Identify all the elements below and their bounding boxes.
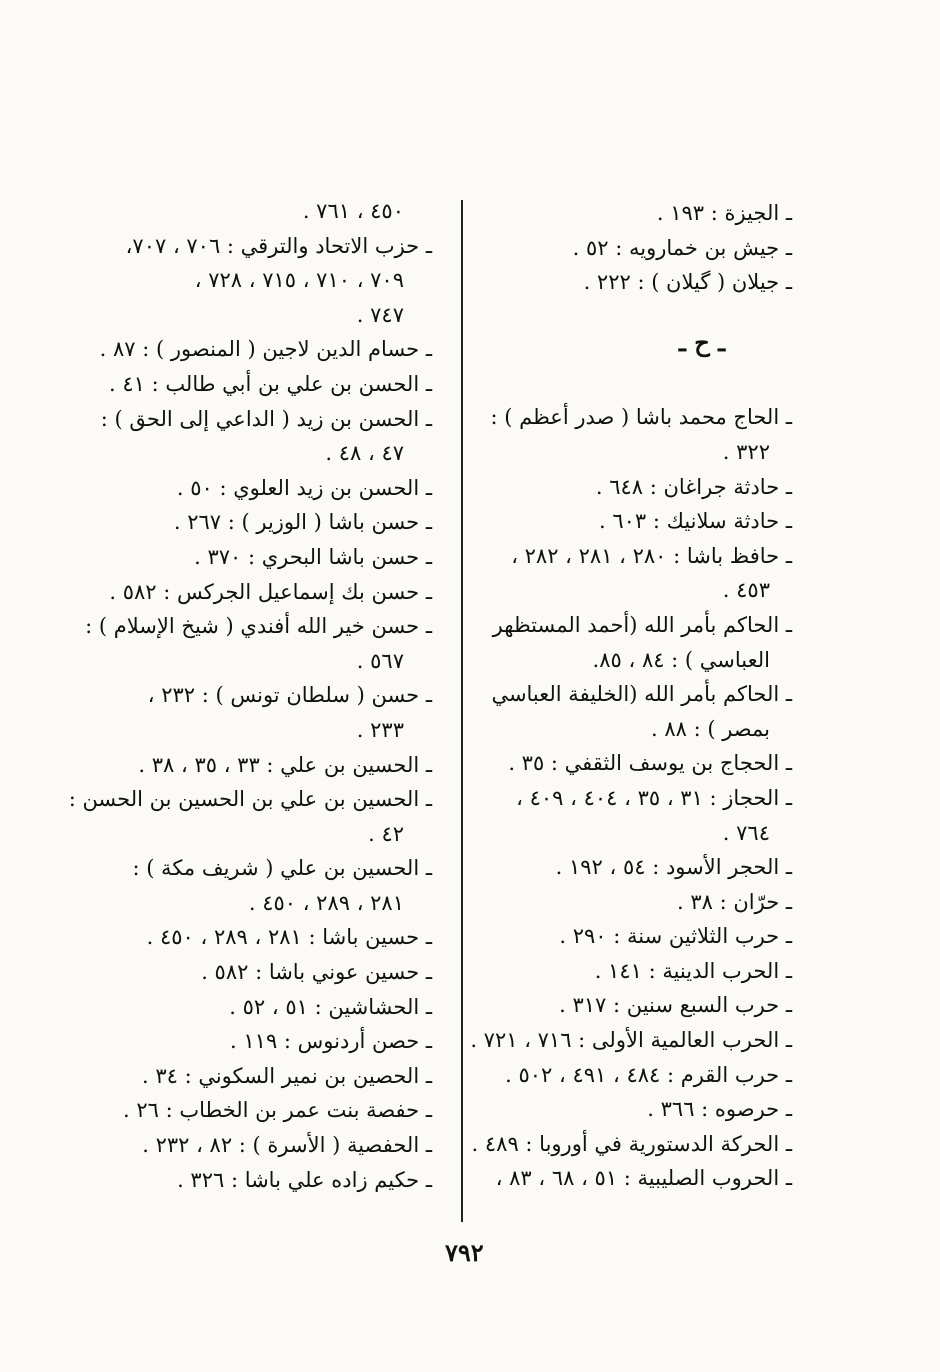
index-entry-continuation: ٧٤٧ . bbox=[356, 302, 404, 327]
index-entry-continuation: ٤٥٠ ، ٧٦١ . bbox=[302, 199, 404, 223]
index-entry: ـ الحسين بن علي بن الحسين بن الحسن : bbox=[68, 787, 432, 812]
index-entry: ـ الحسن بن زيد العلوي : ٥٠ . bbox=[176, 475, 432, 500]
index-entry: ـ حسام الدين لاجين ( المنصور ) : ٨٧ . bbox=[99, 337, 432, 362]
index-entry: ـ حسين باشا : ٢٨١ ، ٢٨٩ ، ٤٥٠ . bbox=[146, 925, 432, 950]
index-entry: ـ جيلان ( گيلان ) : ٢٢٢ . bbox=[583, 270, 792, 295]
index-entry: ـ الحصين بن نمير السكوني : ٣٤ . bbox=[141, 1063, 432, 1088]
index-entry-continuation: ٤٢ . bbox=[368, 821, 404, 846]
index-entry: ـ حرب القرم : ٤٨٤ ، ٤٩١ ، ٥٠٢ . bbox=[505, 1062, 792, 1087]
index-entry-continuation: العباسي ) : ٨٤ ، ٨٥. bbox=[592, 647, 770, 672]
index-entry: ـ جيش بن خمارويه : ٥٢ . bbox=[572, 235, 792, 260]
index-entry: ـ حسن بك إسماعيل الجركس : ٥٨٢ . bbox=[109, 579, 432, 604]
index-entry: ـ الحسن بن علي بن أبي طالب : ٤١ . bbox=[108, 371, 432, 396]
index-entry: ـ حرصوه : ٣٦٦ . bbox=[647, 1097, 792, 1122]
index-entry-continuation: ٧٠٩ ، ٧١٠ ، ٧١٥ ، ٧٢٨ ، bbox=[194, 268, 404, 293]
index-entry: ـ الحشاشين : ٥١ ، ٥٢ . bbox=[229, 994, 432, 1019]
index-entry-continuation: ٣٢٢ . bbox=[722, 439, 770, 464]
index-column-left bbox=[68, 194, 432, 1197]
index-entry-continuation: ٤٥٣ . bbox=[722, 578, 770, 603]
index-entry: ـ الحجر الأسود : ٥٤ ، ١٩٢ . bbox=[555, 855, 792, 880]
index-entry: ـ الحاج محمد باشا ( صدر أعظم ) : bbox=[490, 405, 792, 430]
index-entry: ـ حسين عوني باشا : ٥٨٢ . bbox=[201, 960, 432, 985]
index-entry: ـ الحرب الدينية : ١٤١ . bbox=[594, 958, 792, 983]
index-entry: ـ حادثة جراغان : ٦٤٨ . bbox=[595, 474, 792, 499]
index-entry: ـ حرّان : ٣٨ . bbox=[677, 889, 792, 914]
index-entry: ـ حادثة سلانيك : ٦٠٣ . bbox=[599, 509, 792, 534]
index-entry: ـ حسن باشا البحري : ٣٧٠ . bbox=[194, 544, 432, 569]
index-entry: ـ حسن خير الله أفندي ( شيخ الإسلام ) : bbox=[85, 614, 432, 639]
index-entry: ـ حسن ( سلطان تونس ) : ٢٣٢ ، bbox=[147, 683, 432, 708]
section-heading: ـ ح ـ bbox=[678, 327, 726, 357]
index-entry-continuation: ٥٦٧ . bbox=[356, 648, 404, 673]
index-entry: ـ حافظ باشا : ٢٨٠ ، ٢٨١ ، ٢٨٢ ، bbox=[511, 543, 792, 568]
index-entry: ـ حكيم زاده علي باشا : ٣٢٦ . bbox=[177, 1167, 432, 1192]
index-entry: ـ الحاكم بأمر الله (الخليفة العباسي bbox=[491, 682, 792, 707]
index-entry: ـ حرب السبع سنين : ٣١٧ . bbox=[559, 993, 792, 1018]
index-entry: ـ الحسن بن زيد ( الداعي إلى الحق ) : bbox=[100, 406, 432, 431]
index-entry-continuation: ٧٦٤ . bbox=[722, 820, 770, 845]
index-entry: ـ الحروب الصليبية : ٥١ ، ٦٨ ، ٨٣ ، bbox=[495, 1166, 792, 1191]
index-entry: ـ الحركة الدستورية في أوروبا : ٤٨٩ . bbox=[471, 1131, 792, 1156]
index-column-right bbox=[462, 196, 792, 1196]
column-divider bbox=[461, 200, 463, 1222]
index-entry-continuation: ٢٨١ ، ٢٨٩ ، ٤٥٠ . bbox=[248, 890, 404, 915]
index-entry-continuation: ٤٧ ، ٤٨ . bbox=[325, 441, 404, 466]
index-entry: ـ الجيزة : ١٩٣ . bbox=[656, 201, 792, 225]
index-entry: ـ الحجاز : ٣١ ، ٣٥ ، ٤٠٤ ، ٤٠٩ ، bbox=[516, 785, 792, 810]
index-entry-continuation: بمصر ) : ٨٨ . bbox=[651, 716, 770, 741]
page-number: ٧٩٢ bbox=[445, 1238, 484, 1267]
index-entry: ـ الحجاج بن يوسف الثقفي : ٣٥ . bbox=[508, 751, 792, 776]
index-entry: ـ الحاكم بأمر الله (أحمد المستظهر bbox=[492, 612, 792, 637]
index-entry-continuation: ٢٣٣ . bbox=[356, 717, 404, 742]
index-entry: ـ الحرب العالمية الأولى : ٧١٦ ، ٧٢١ . bbox=[470, 1028, 792, 1053]
index-entry: ـ الحفصية ( الأسرة ) : ٨٢ ، ٢٣٢ . bbox=[142, 1133, 432, 1158]
index-entry: ـ حصن أردنوس : ١١٩ . bbox=[230, 1029, 432, 1054]
index-entry: ـ حرب الثلاثين سنة : ٢٩٠ . bbox=[559, 924, 792, 949]
index-entry: ـ الحسين بن علي : ٣٣ ، ٣٥ ، ٣٨ . bbox=[138, 752, 432, 777]
index-entry: ـ حزب الاتحاد والترقي : ٧٠٦ ، ٧٠٧، bbox=[125, 233, 432, 258]
index-entry: ـ الحسين بن علي ( شريف مكة ) : bbox=[132, 856, 432, 881]
index-entry: ـ حسن باشا ( الوزير ) : ٢٦٧ . bbox=[173, 510, 432, 535]
index-entry: ـ حفصة بنت عمر بن الخطاب : ٢٦ . bbox=[122, 1098, 432, 1123]
